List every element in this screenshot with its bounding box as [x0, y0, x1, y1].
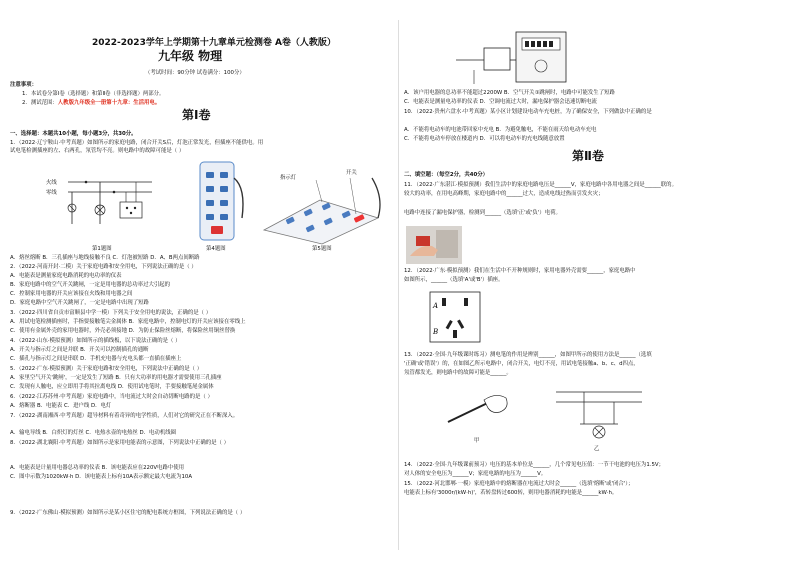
- fig5-indicator-label: 指示灯: [280, 175, 297, 181]
- q13-test-pen-figure: [444, 390, 514, 430]
- q2-option-b: B．家庭电路中的空气开关跳闸，一定是用电器的总功率过大引起的: [10, 282, 171, 288]
- fig1-neutral-label: 零线: [46, 190, 57, 196]
- q13-stem: 13．（2022·全国·九年级课时练习）测电笔的作用是辨别______，如图甲所示的使用方法是______（选填: [404, 352, 652, 358]
- q14-line-2: 对人体的安全电压为______V；家庭电路的电压为______V。: [404, 471, 547, 477]
- note-1: 1．本试卷分第Ⅰ卷（选择题）和第Ⅱ卷（非选择题）两部分。: [22, 91, 165, 97]
- q15-line-2: 电能表上标有'3000r/(kW·h)'，若转盘转过600转，则用电器消耗的电能是______kW·h。: [404, 490, 618, 496]
- note-2-highlight: 人教版九年级全一册第十九章：生活用电。: [57, 100, 161, 106]
- fig1-fire-label: 火线: [46, 180, 57, 186]
- q9-options-ab: A．该户用电器的总功率不能超过2200W B．空气开关①跳闸时，电路中可能发生了短路: [404, 90, 615, 96]
- fig4-caption: 第4题图: [206, 246, 226, 252]
- q15-stem: 15．（2022·河北邯郸·一模）家庭电路中的熔断器在电流过大时会______（选填'熔断'或'闭合'）；: [404, 481, 634, 487]
- q13-fig-a-label: 甲: [474, 438, 480, 444]
- q10-stem: 10．（2022·贵州六盘水·中考真题）某小区计划建设电动车充电桩，为了确保安全，下列做法中正确的是: [404, 109, 652, 115]
- q5-stem: 5．（2022·广东·模拟预测）关于家庭电路和安全用电，下列说法中正确的是（ ）: [10, 366, 203, 372]
- fig5-caption: 第5题图: [312, 246, 332, 252]
- svg-text:B: B: [433, 328, 439, 336]
- fig5-switch-label: 开关: [346, 170, 357, 176]
- fig1-caption: 第1题图: [92, 246, 112, 252]
- q7-options: A．输电导线 B．白炽灯的灯丝 C．电热水壶的电热丝 D．电动机线圈: [10, 430, 176, 436]
- section-2-heading: 二、填空题：（每空2分，共40分）: [404, 172, 489, 178]
- q5-options-ab: A．家里空气开关'跳闸'，一定是发生了短路 B．只有大功率的用电器才需要使用三孔插座: [10, 375, 222, 381]
- q3-options-cd: C．使用有金属外壳的家用电器时，外壳必须接地 D．为防止保险丝熔断，将保险丝用铜丝替换: [10, 328, 236, 334]
- fig4-power-strip: [188, 158, 248, 244]
- q3-stem: 3．（2022·四川省自贡市富顺县中学一模）下列关于安全用电的说法，正确的是（ ）: [10, 310, 212, 316]
- q8-stem: 8．（2022·湖北襄阳·中考真题）如图所示是家用电能表的示意图，下列说法中正确的是（ ）: [10, 440, 230, 446]
- q1-line-1: 1．（2022·辽宁鞍山·中考真题）如图所示的家庭电路，闭合开关S后，灯泡正常发光，但插座不能供电。用: [10, 140, 264, 146]
- exam-title: 2022-2023学年上学期第十九章单元检测卷 A卷（人教版）: [92, 38, 336, 48]
- q11-line-3: 电路中连接了漏电保护器，检测到______（选填'正'或'负'）电荷。: [404, 210, 561, 216]
- q8-options-cd: C．图中示数为1020kW·h D．该电能表上标有10A表示额定最大电流为10A: [10, 474, 193, 480]
- q9-stem: 9．（2022·广东佛山·模拟预测）如图所示是某小区住宅的配电系统方框图，下列说法正确的是（ ）: [10, 510, 246, 516]
- q2-option-c: C．控制家用电器的开关应该接在火线和用电器之间: [10, 291, 133, 297]
- q6-options: A．熔断器 B．电能表 C．进户线 D．电灯: [10, 403, 112, 409]
- q12-stem: 12．（2022·广东·模拟预测）我们在生活中不开种规则时，家用电器外壳需要______，家庭电路中: [404, 268, 636, 274]
- fig9-distribution-diagram: [454, 22, 574, 86]
- exam-meta: （考试时间：90分钟 试卷满分：100分）: [145, 70, 245, 76]
- q13-fig-b-label: 乙: [594, 446, 600, 452]
- q2-stem: 2．（2022·河南开封·二模）关于家庭电路和安全用电，下列说法正确的是（ ）: [10, 264, 197, 270]
- q1-line-2: 试电笔检测插座的左、右两孔，氖管均不亮。则电路中的故障可能是（ ）: [10, 148, 185, 154]
- q9-options-cd: C．电能表是测量电功率的仪表 D．空调电流过大时，漏电保护器会迅速切断电流: [404, 99, 597, 105]
- q7-stem: 7．（2022·湖南湘西·中考真题）超导材料有着奇异的电学性质，人们对它的研究正在不断深入。: [10, 413, 239, 419]
- q4-options-ab: A．开关与指示灯之间是并联 B．开关可以控制插孔的通断: [10, 347, 149, 353]
- q14-stem: 14．（2022·全国·九年级课前预习）电压的基本单位是______，几个常见电压值：一节干电池的电压为1.5V；: [404, 462, 664, 468]
- column-divider: [398, 20, 399, 550]
- q12-line-2: 如图所示，______（选填'A'或'B'）插座。: [404, 277, 504, 283]
- q12-socket-figure: [428, 290, 482, 344]
- svg-text:A: A: [433, 302, 439, 310]
- section-1-heading: 一、选择题：本题共10小题，每小题3分，共30分。: [10, 131, 137, 137]
- note-2-prefix: 2．测试范围：: [22, 100, 58, 106]
- note-2: [22, 100, 160, 107]
- section-1-title: 第Ⅰ卷: [182, 108, 211, 122]
- subject-title: 九年级 物理: [158, 49, 223, 63]
- q2-option-d: D．家庭电路中空气开关跳闸了，一定是电路中出现了短路: [10, 300, 149, 306]
- section-2-title: 第Ⅱ卷: [572, 149, 604, 163]
- q13-line-3: 氖管都发光，则电路中的故障可能是______。: [404, 370, 512, 376]
- q11-stem: 11．（2022·广东湛江·模拟预测）我们生活中的家庭电路电压是______V，家庭电路中各用电器之间是______联的。: [404, 182, 677, 188]
- q4-stem: 4．（2022·山东·模拟预测）如图所示的插线板，以下说法正确的是（ ）: [10, 338, 181, 344]
- q2-option-a: A．电能表是测量家庭电路消耗的电功率的仪表: [10, 273, 122, 279]
- q11-line-2: 较大的功率，在用电高峰期，家庭电路中的______过大，造成电线过热而引发火灾；: [404, 191, 604, 197]
- left-column: [10, 0, 392, 562]
- q4-options-cd: C．插孔与指示灯之间是串联 D．手机充电器与充电头都一直插在插座上: [10, 356, 182, 362]
- fig1-circuit-diagram: [60, 168, 155, 240]
- q13-circuit-figure: [554, 384, 644, 446]
- q13-line-2: '正确'或'错误'）的，在如图乙所示电路中，闭合开关，电灯不亮，用试电笔接触a、b、c、d四点，: [404, 361, 639, 367]
- q10-options-ab: A．不能将电动车的电池带回家中充电 B．为避免触电，不能在雨天给电动车充电: [404, 127, 597, 133]
- q11-photo: [406, 226, 462, 264]
- q8-options-ab: A．电能表是计量用电器总功率的仪表 B．该电能表应在220V电路中使用: [10, 465, 185, 471]
- q6-stem: 6．（2022·江苏苏州·中考真题）家庭电路中，当电流过大时会自动切断电路的是（ ）: [10, 394, 213, 400]
- q1-options: A．熔丝熔断 B．三孔插座与地线接触不良 C．灯泡被短路 D．A、B两点间断路: [10, 255, 200, 261]
- q3-options-ab: A．用试电笔检测插座时，手指要接触笔尖金属体 B．家庭电路中，控制电灯的开关应该接在零线上: [10, 319, 246, 325]
- right-column: [404, 0, 786, 562]
- q10-options-cd: C．不能将电动车停放在楼道内 D．可以将电动车的充电线随意放置: [404, 136, 565, 142]
- notes-label: 注意事项：: [10, 82, 37, 88]
- q5-options-cd: C．发现有人触电，应立即用手将其拉离电线 D．使用试电笔时，手要接触笔尾金属体: [10, 384, 214, 390]
